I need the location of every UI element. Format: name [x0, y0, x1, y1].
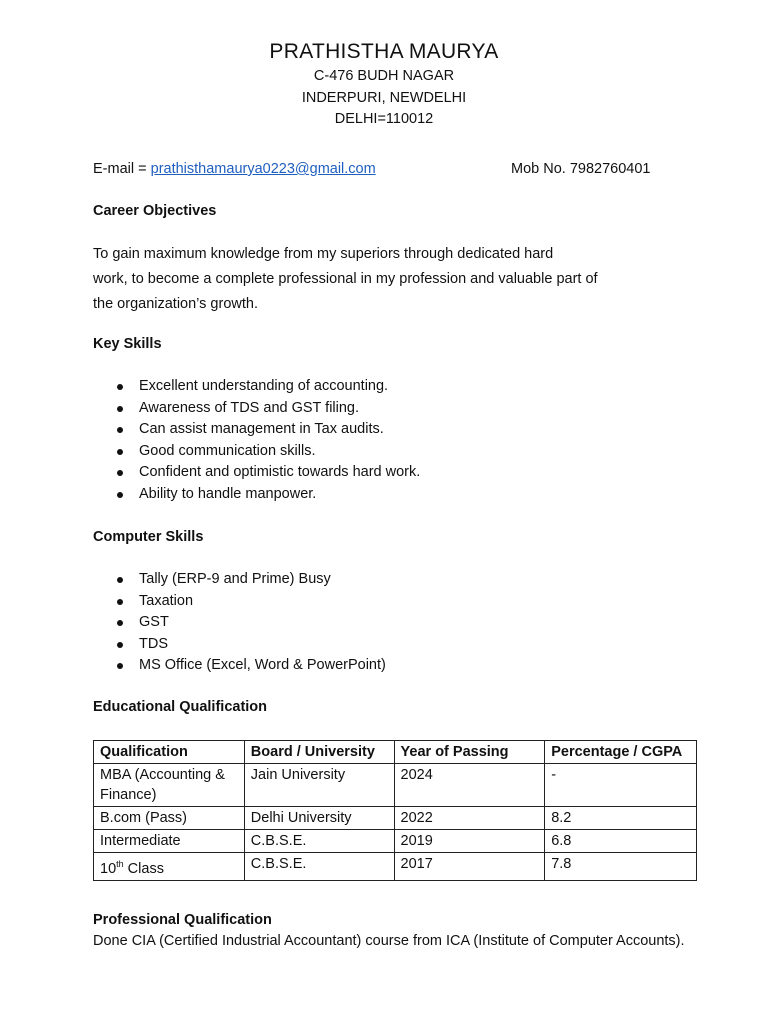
key-skills-list	[93, 376, 420, 506]
table-cell: 2017	[394, 853, 545, 881]
list-item: Tally (ERP-9 and Prime) Busy	[93, 569, 386, 591]
table-row	[94, 807, 697, 830]
column-header: Year of Passing	[394, 741, 545, 764]
bullet-icon	[117, 470, 123, 476]
list-item: MS Office (Excel, Word & PowerPoint)	[93, 655, 386, 677]
education-table	[93, 740, 697, 881]
table-cell: Intermediate	[94, 830, 245, 853]
computer-skills-heading: Computer Skills	[93, 529, 204, 545]
list-item: Ability to handle manpower.	[93, 484, 420, 506]
table-cell: 2024	[394, 764, 545, 807]
table-cell: 2019	[394, 830, 545, 853]
bullet-icon	[117, 384, 123, 390]
column-header: Board / University	[244, 741, 394, 764]
table-cell: 8.2	[545, 807, 697, 830]
professional-heading: Professional Qualification	[93, 912, 272, 928]
bullet-icon	[117, 620, 123, 626]
bullet-icon	[117, 427, 123, 433]
table-cell: 10th Class	[94, 853, 245, 881]
address-line-2: INDERPURI, NEWDELHI	[301, 90, 467, 106]
table-row	[94, 830, 697, 853]
career-objectives-text	[93, 242, 693, 317]
list-item: GST	[93, 612, 386, 634]
career-line-3: the organization’s growth.	[93, 296, 258, 312]
list-item: Excellent understanding of accounting.	[93, 376, 420, 398]
email-link[interactable]: prathisthamaurya0223@gmail.com	[150, 161, 376, 177]
table-row	[94, 853, 697, 881]
column-header: Qualification	[94, 741, 245, 764]
table-cell: C.B.S.E.	[244, 853, 394, 881]
table-cell: 7.8	[545, 853, 697, 881]
table-cell: Delhi University	[244, 807, 394, 830]
professional-qualification	[93, 910, 703, 952]
table-cell: Jain University	[244, 764, 394, 807]
career-line-2: work, to become a complete professional in my profession and valuable part of	[93, 271, 598, 287]
table-cell: C.B.S.E.	[244, 830, 394, 853]
list-item: Taxation	[93, 591, 386, 613]
address-line-3: DELHI=110012	[334, 111, 434, 127]
candidate-name: PRATHISTHA MAURYA	[269, 40, 499, 63]
bullet-icon	[117, 599, 123, 605]
mobile-number: Mob No. 7982760401	[511, 161, 651, 177]
bullet-icon	[117, 642, 123, 648]
table-cell: 6.8	[545, 830, 697, 853]
table-cell: 2022	[394, 807, 545, 830]
list-item: Good communication skills.	[93, 441, 420, 463]
professional-text: Done CIA (Certified Industrial Accountant) course from ICA (Institute of Computer Accounts).	[93, 933, 685, 949]
education-heading: Educational Qualification	[93, 699, 268, 715]
list-item: TDS	[93, 634, 386, 656]
computer-skills-list	[93, 569, 386, 677]
email-label: E-mail =	[93, 161, 151, 177]
bullet-icon	[117, 663, 123, 669]
email-row	[93, 161, 376, 177]
list-item: Can assist management in Tax audits.	[93, 419, 420, 441]
career-objectives-heading: Career Objectives	[93, 203, 217, 219]
table-row	[94, 764, 697, 807]
table-cell: -	[545, 764, 697, 807]
bullet-icon	[117, 449, 123, 455]
address-line-1: C-476 BUDH NAGAR	[313, 68, 455, 84]
list-item: Awareness of TDS and GST filing.	[93, 398, 420, 420]
table-cell: B.com (Pass)	[94, 807, 245, 830]
table-cell: MBA (Accounting & Finance)	[94, 764, 245, 807]
key-skills-heading: Key Skills	[93, 336, 162, 352]
bullet-icon	[117, 492, 123, 498]
column-header: Percentage / CGPA	[545, 741, 697, 764]
bullet-icon	[117, 577, 123, 583]
bullet-icon	[117, 406, 123, 412]
table-header-row	[94, 741, 697, 764]
career-line-1: To gain maximum knowledge from my superiors through dedicated hard	[93, 246, 554, 262]
list-item: Confident and optimistic towards hard work.	[93, 462, 420, 484]
